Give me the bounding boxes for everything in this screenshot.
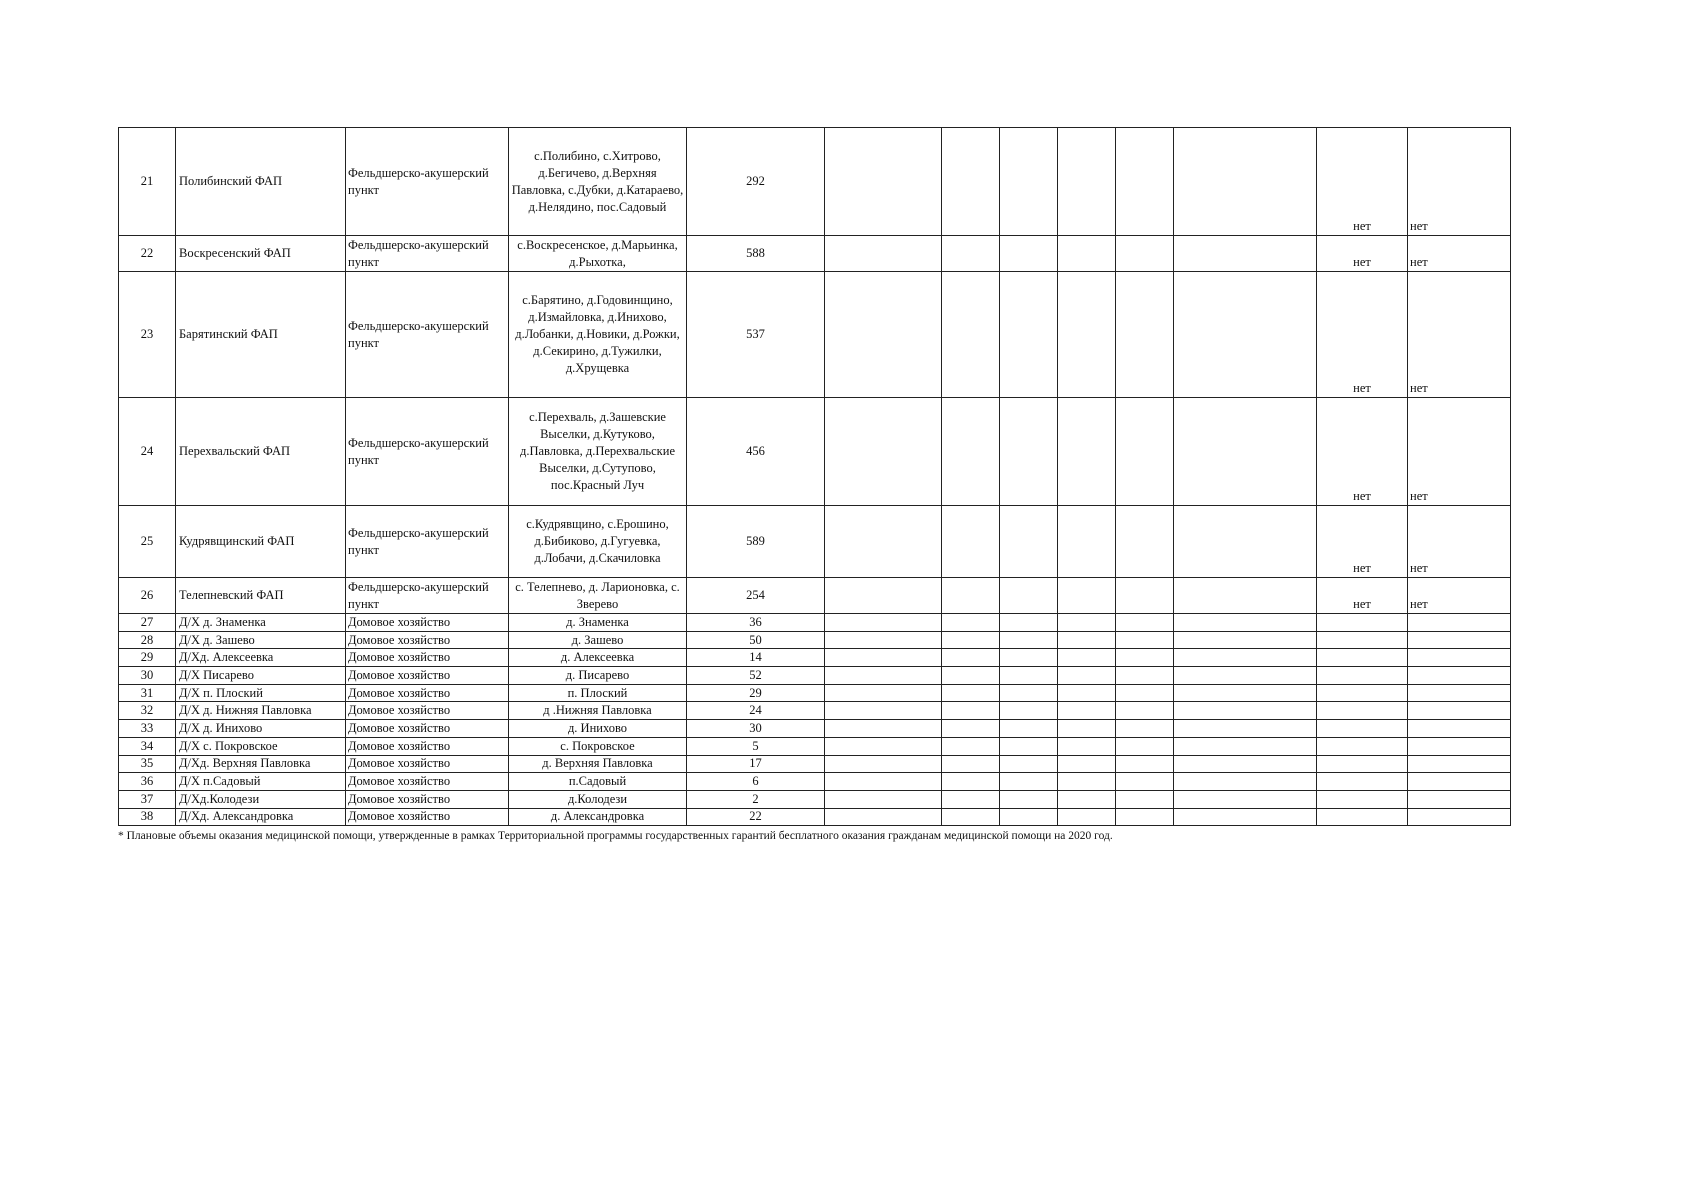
- empty-cell: [1174, 128, 1317, 236]
- served-localities: д .Нижняя Павловка: [509, 702, 687, 720]
- empty-cell: [942, 773, 1000, 791]
- flag-cell-1: [1317, 702, 1408, 720]
- facility-name: Д/Хд. Александровка: [176, 808, 346, 826]
- facility-type: Домовое хозяйство: [346, 684, 509, 702]
- empty-cell: [1000, 790, 1058, 808]
- flag-cell-2: [1408, 702, 1511, 720]
- empty-cell: [1000, 720, 1058, 738]
- facility-type: Домовое хозяйство: [346, 667, 509, 685]
- facility-type: Домовое хозяйство: [346, 702, 509, 720]
- empty-cell: [1116, 808, 1174, 826]
- empty-cell: [1174, 272, 1317, 398]
- facility-type: Фельдшерско-акушерский пункт: [346, 506, 509, 578]
- served-localities: с.Воскресенское, д.Марьинка, д.Рыхотка,: [509, 236, 687, 272]
- empty-cell: [1116, 737, 1174, 755]
- population-count: 24: [687, 702, 825, 720]
- served-localities: с. Покровское: [509, 737, 687, 755]
- empty-cell: [1058, 702, 1116, 720]
- flag-cell-2: [1408, 720, 1511, 738]
- facility-type: Домовое хозяйство: [346, 649, 509, 667]
- empty-cell: [942, 631, 1000, 649]
- empty-cell: [1174, 773, 1317, 791]
- row-number: 33: [119, 720, 176, 738]
- population-count: 5: [687, 737, 825, 755]
- empty-cell: [1174, 614, 1317, 632]
- empty-cell: [825, 773, 942, 791]
- row-number: 29: [119, 649, 176, 667]
- flag-cell-1: [1317, 737, 1408, 755]
- empty-cell: [1000, 614, 1058, 632]
- facility-name: Д/Х д. Зашево: [176, 631, 346, 649]
- empty-cell: [1000, 128, 1058, 236]
- empty-cell: [1174, 649, 1317, 667]
- facility-name: Д/Х с. Покровское: [176, 737, 346, 755]
- facility-name: Д/Х д. Знаменка: [176, 614, 346, 632]
- empty-cell: [1000, 578, 1058, 614]
- empty-cell: [942, 737, 1000, 755]
- flag-cell-2: [1408, 808, 1511, 826]
- population-count: 588: [687, 236, 825, 272]
- empty-cell: [1116, 755, 1174, 773]
- empty-cell: [825, 790, 942, 808]
- empty-cell: [1058, 755, 1116, 773]
- flag-cell-1: [1317, 614, 1408, 632]
- flag-cell-2: [1408, 631, 1511, 649]
- flag-cell-1: нет: [1317, 506, 1408, 578]
- empty-cell: [1116, 398, 1174, 506]
- served-localities: п.Садовый: [509, 773, 687, 791]
- served-localities: с.Перехваль, д.Зашевские Выселки, д.Кутуково, д.Павловка, д.Перехвальские Выселки, д.Сутупово, пос.Красный Луч: [509, 398, 687, 506]
- flag-cell-2: нет: [1408, 236, 1511, 272]
- empty-cell: [1058, 398, 1116, 506]
- empty-cell: [1174, 578, 1317, 614]
- facility-name: Д/Хд. Верхняя Павловка: [176, 755, 346, 773]
- population-count: 254: [687, 578, 825, 614]
- empty-cell: [825, 684, 942, 702]
- flag-cell-2: [1408, 790, 1511, 808]
- empty-cell: [1174, 737, 1317, 755]
- flag-cell-2: [1408, 684, 1511, 702]
- table-row: [119, 667, 1511, 685]
- empty-cell: [1174, 631, 1317, 649]
- empty-cell: [942, 790, 1000, 808]
- empty-cell: [1174, 398, 1317, 506]
- facility-name: Д/Х п. Плоский: [176, 684, 346, 702]
- row-number: 28: [119, 631, 176, 649]
- flag-cell-2: нет: [1408, 506, 1511, 578]
- facility-name: Перехвальский ФАП: [176, 398, 346, 506]
- facility-type: Фельдшерско-акушерский пункт: [346, 272, 509, 398]
- facility-name: Д/Хд. Алексеевка: [176, 649, 346, 667]
- flag-cell-1: [1317, 667, 1408, 685]
- empty-cell: [1174, 236, 1317, 272]
- empty-cell: [942, 702, 1000, 720]
- empty-cell: [1000, 808, 1058, 826]
- empty-cell: [942, 272, 1000, 398]
- empty-cell: [1116, 614, 1174, 632]
- empty-cell: [1000, 649, 1058, 667]
- population-count: 29: [687, 684, 825, 702]
- empty-cell: [1000, 398, 1058, 506]
- table-row: [119, 755, 1511, 773]
- served-localities: д. Алексеевка: [509, 649, 687, 667]
- row-number: 27: [119, 614, 176, 632]
- facility-type: Домовое хозяйство: [346, 631, 509, 649]
- empty-cell: [1174, 684, 1317, 702]
- empty-cell: [1000, 684, 1058, 702]
- facility-name: Барятинский ФАП: [176, 272, 346, 398]
- empty-cell: [825, 649, 942, 667]
- table-row: [119, 578, 1511, 614]
- flag-cell-1: [1317, 649, 1408, 667]
- empty-cell: [1116, 649, 1174, 667]
- empty-cell: [1000, 506, 1058, 578]
- table-row: [119, 128, 1511, 236]
- flag-cell-1: нет: [1317, 272, 1408, 398]
- table-body: [119, 128, 1511, 826]
- empty-cell: [942, 236, 1000, 272]
- flag-cell-1: нет: [1317, 128, 1408, 236]
- empty-cell: [825, 236, 942, 272]
- table-row: [119, 702, 1511, 720]
- served-localities: д. Инихово: [509, 720, 687, 738]
- empty-cell: [1116, 773, 1174, 791]
- empty-cell: [1058, 631, 1116, 649]
- empty-cell: [1116, 720, 1174, 738]
- empty-cell: [942, 578, 1000, 614]
- flag-cell-1: [1317, 684, 1408, 702]
- table-row: [119, 737, 1511, 755]
- empty-cell: [825, 720, 942, 738]
- flag-cell-2: нет: [1408, 578, 1511, 614]
- empty-cell: [825, 808, 942, 826]
- row-number: 34: [119, 737, 176, 755]
- flag-cell-1: [1317, 773, 1408, 791]
- empty-cell: [942, 667, 1000, 685]
- empty-cell: [1058, 649, 1116, 667]
- row-number: 24: [119, 398, 176, 506]
- facility-name: Полибинский ФАП: [176, 128, 346, 236]
- served-localities: д. Верхняя Павловка: [509, 755, 687, 773]
- flag-cell-2: [1408, 614, 1511, 632]
- table-row: [119, 808, 1511, 826]
- empty-cell: [1058, 614, 1116, 632]
- empty-cell: [1116, 578, 1174, 614]
- population-count: 22: [687, 808, 825, 826]
- empty-cell: [825, 272, 942, 398]
- empty-cell: [1000, 631, 1058, 649]
- empty-cell: [825, 398, 942, 506]
- empty-cell: [1116, 236, 1174, 272]
- population-count: 456: [687, 398, 825, 506]
- row-number: 36: [119, 773, 176, 791]
- flag-cell-2: нет: [1408, 128, 1511, 236]
- table-row: [119, 614, 1511, 632]
- empty-cell: [1058, 667, 1116, 685]
- row-number: 23: [119, 272, 176, 398]
- table-row: [119, 684, 1511, 702]
- flag-cell-1: [1317, 720, 1408, 738]
- empty-cell: [942, 128, 1000, 236]
- population-count: 17: [687, 755, 825, 773]
- flag-cell-2: нет: [1408, 398, 1511, 506]
- empty-cell: [825, 755, 942, 773]
- flag-cell-1: нет: [1317, 578, 1408, 614]
- population-count: 292: [687, 128, 825, 236]
- population-count: 14: [687, 649, 825, 667]
- empty-cell: [942, 649, 1000, 667]
- empty-cell: [942, 684, 1000, 702]
- empty-cell: [1058, 808, 1116, 826]
- empty-cell: [1000, 737, 1058, 755]
- row-number: 38: [119, 808, 176, 826]
- table-row: [119, 773, 1511, 791]
- facility-type: Фельдшерско-акушерский пункт: [346, 236, 509, 272]
- row-number: 22: [119, 236, 176, 272]
- empty-cell: [1058, 790, 1116, 808]
- empty-cell: [1058, 737, 1116, 755]
- table-row: [119, 398, 1511, 506]
- table-row: [119, 649, 1511, 667]
- empty-cell: [825, 578, 942, 614]
- empty-cell: [1058, 128, 1116, 236]
- empty-cell: [1000, 272, 1058, 398]
- flag-cell-2: нет: [1408, 272, 1511, 398]
- flag-cell-2: [1408, 667, 1511, 685]
- empty-cell: [1174, 667, 1317, 685]
- empty-cell: [1058, 578, 1116, 614]
- empty-cell: [1000, 755, 1058, 773]
- flag-cell-2: [1408, 737, 1511, 755]
- row-number: 37: [119, 790, 176, 808]
- facility-name: Д/Х п.Садовый: [176, 773, 346, 791]
- empty-cell: [825, 667, 942, 685]
- empty-cell: [1116, 631, 1174, 649]
- empty-cell: [1058, 506, 1116, 578]
- facility-name: Д/Х д. Нижняя Павловка: [176, 702, 346, 720]
- facility-name: Д/Х д. Инихово: [176, 720, 346, 738]
- table-row: [119, 720, 1511, 738]
- row-number: 31: [119, 684, 176, 702]
- empty-cell: [1116, 128, 1174, 236]
- table-row: [119, 506, 1511, 578]
- population-count: 6: [687, 773, 825, 791]
- empty-cell: [1116, 702, 1174, 720]
- facility-type: Домовое хозяйство: [346, 790, 509, 808]
- flag-cell-1: [1317, 790, 1408, 808]
- empty-cell: [825, 614, 942, 632]
- served-localities: с. Телепнево, д. Ларионовка, с. Зверево: [509, 578, 687, 614]
- facility-type: Фельдшерско-акушерский пункт: [346, 128, 509, 236]
- facility-name: Воскресенский ФАП: [176, 236, 346, 272]
- facility-type: Домовое хозяйство: [346, 808, 509, 826]
- served-localities: п. Плоский: [509, 684, 687, 702]
- served-localities: д. Зашево: [509, 631, 687, 649]
- empty-cell: [1000, 667, 1058, 685]
- empty-cell: [942, 506, 1000, 578]
- facility-name: Д/Хд.Колодези: [176, 790, 346, 808]
- empty-cell: [1116, 790, 1174, 808]
- empty-cell: [1058, 272, 1116, 398]
- facility-type: Домовое хозяйство: [346, 773, 509, 791]
- flag-cell-1: [1317, 755, 1408, 773]
- facility-type: Домовое хозяйство: [346, 720, 509, 738]
- empty-cell: [1000, 236, 1058, 272]
- table-row: [119, 790, 1511, 808]
- facility-type: Фельдшерско-акушерский пункт: [346, 398, 509, 506]
- empty-cell: [1058, 684, 1116, 702]
- served-localities: с.Полибино, с.Хитрово, д.Бегичево, д.Верхняя Павловка, с.Дубки, д.Катараево, д.Нелядино, пос.Садовый: [509, 128, 687, 236]
- facility-name: Д/Х Писарево: [176, 667, 346, 685]
- served-localities: с.Барятино, д.Годовинщино, д.Измайловка, д.Инихово, д.Лобанки, д.Новики, д.Рожки, д.Секирино, д.Тужилки, д.Хрущевка: [509, 272, 687, 398]
- facility-type: Домовое хозяйство: [346, 737, 509, 755]
- empty-cell: [1174, 790, 1317, 808]
- population-count: 30: [687, 720, 825, 738]
- population-count: 2: [687, 790, 825, 808]
- empty-cell: [825, 737, 942, 755]
- row-number: 30: [119, 667, 176, 685]
- empty-cell: [825, 631, 942, 649]
- row-number: 21: [119, 128, 176, 236]
- empty-cell: [1174, 755, 1317, 773]
- facility-type: Домовое хозяйство: [346, 755, 509, 773]
- population-count: 50: [687, 631, 825, 649]
- empty-cell: [942, 614, 1000, 632]
- empty-cell: [1174, 808, 1317, 826]
- empty-cell: [1116, 667, 1174, 685]
- empty-cell: [942, 755, 1000, 773]
- row-number: 35: [119, 755, 176, 773]
- empty-cell: [1116, 272, 1174, 398]
- row-number: 25: [119, 506, 176, 578]
- empty-cell: [1058, 720, 1116, 738]
- flag-cell-2: [1408, 755, 1511, 773]
- population-count: 52: [687, 667, 825, 685]
- empty-cell: [1000, 773, 1058, 791]
- facilities-table: [118, 127, 1511, 826]
- table-row: [119, 272, 1511, 398]
- empty-cell: [1174, 506, 1317, 578]
- empty-cell: [825, 702, 942, 720]
- flag-cell-1: нет: [1317, 236, 1408, 272]
- facility-type: Домовое хозяйство: [346, 614, 509, 632]
- flag-cell-2: [1408, 773, 1511, 791]
- empty-cell: [1116, 506, 1174, 578]
- served-localities: д.Колодези: [509, 790, 687, 808]
- served-localities: д. Знаменка: [509, 614, 687, 632]
- empty-cell: [942, 720, 1000, 738]
- empty-cell: [1116, 684, 1174, 702]
- empty-cell: [942, 808, 1000, 826]
- served-localities: с.Кудрявщино, с.Ерошино, д.Бибиково, д.Гугуевка, д.Лобачи, д.Скачиловка: [509, 506, 687, 578]
- served-localities: д. Александровка: [509, 808, 687, 826]
- empty-cell: [825, 506, 942, 578]
- empty-cell: [1174, 702, 1317, 720]
- footnote: * Плановые объемы оказания медицинской помощи, утвержденные в рамках Территориальной программы государственных гарантий бесплатного оказания гражданам медицинской помощи на 2020 год.: [118, 830, 1113, 842]
- empty-cell: [1058, 773, 1116, 791]
- empty-cell: [825, 128, 942, 236]
- population-count: 36: [687, 614, 825, 632]
- served-localities: д. Писарево: [509, 667, 687, 685]
- facility-type: Фельдшерско-акушерский пункт: [346, 578, 509, 614]
- row-number: 32: [119, 702, 176, 720]
- facility-name: Кудрявщинский ФАП: [176, 506, 346, 578]
- row-number: 26: [119, 578, 176, 614]
- flag-cell-1: [1317, 808, 1408, 826]
- flag-cell-2: [1408, 649, 1511, 667]
- population-count: 537: [687, 272, 825, 398]
- table-row: [119, 631, 1511, 649]
- empty-cell: [1174, 720, 1317, 738]
- empty-cell: [1058, 236, 1116, 272]
- empty-cell: [1000, 702, 1058, 720]
- facility-name: Телепневский ФАП: [176, 578, 346, 614]
- flag-cell-1: нет: [1317, 398, 1408, 506]
- population-count: 589: [687, 506, 825, 578]
- flag-cell-1: [1317, 631, 1408, 649]
- empty-cell: [942, 398, 1000, 506]
- table-row: [119, 236, 1511, 272]
